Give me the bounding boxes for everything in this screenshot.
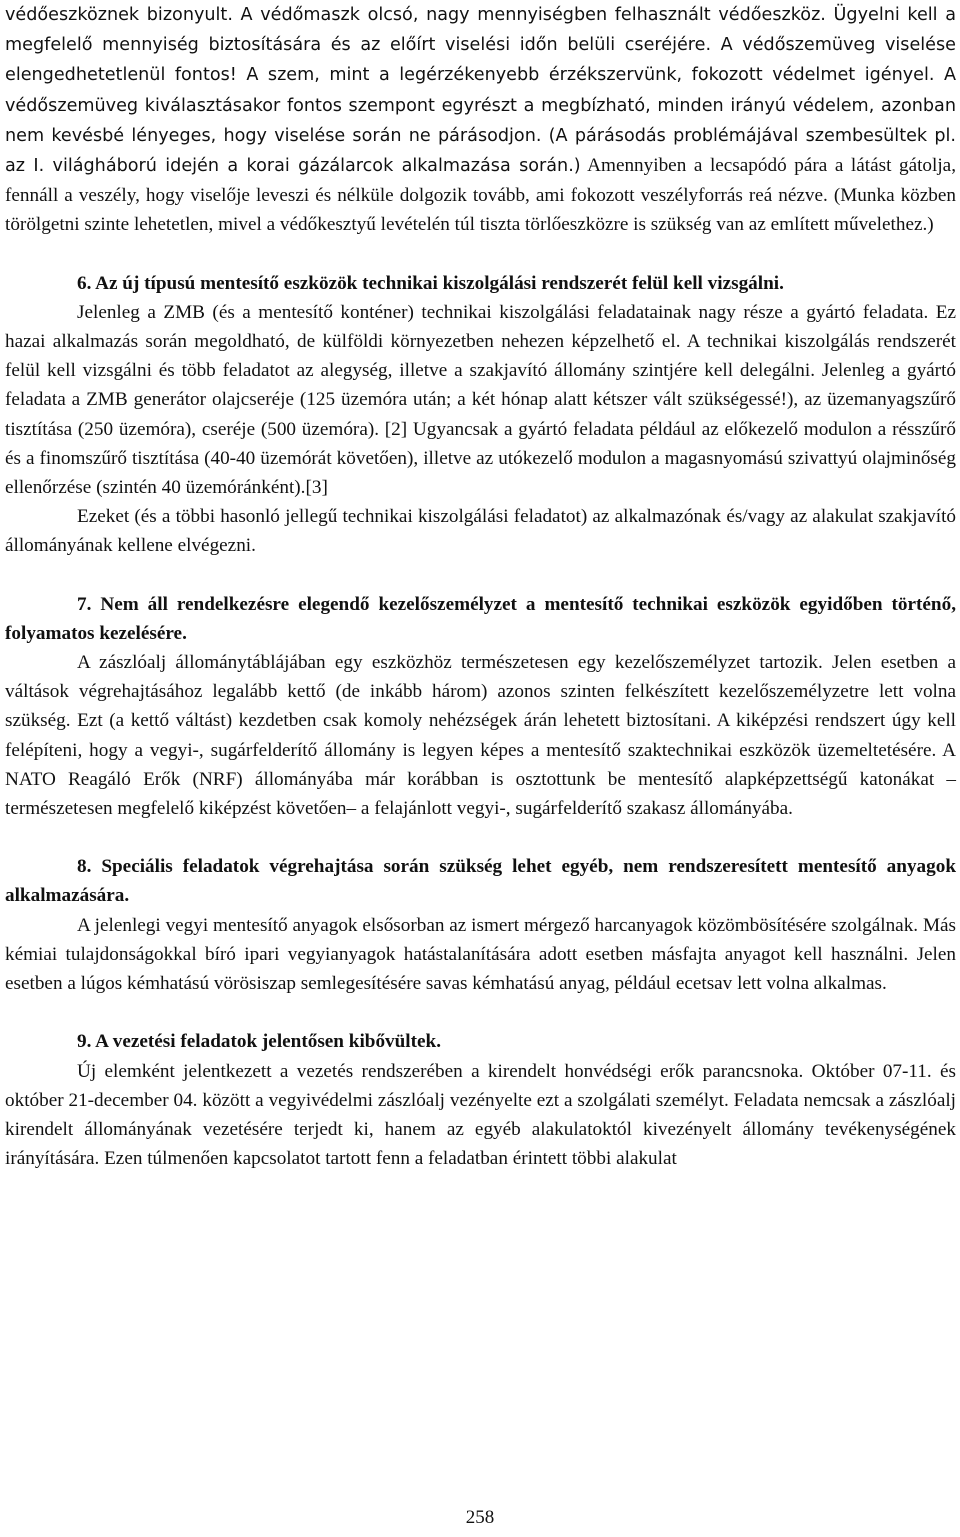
intro-paragraph-serif-part: Amennyiben a lecsapódó pára a látást gátolja, fennáll a veszély, hogy viselője leveszi és nélküle dolgozik tovább, ami fokozott veszélyforrás reá nézve. (Munka közben törölgetni szinte lehetetlen, mivel a védőkesztyű levételén túl tiszta törlőeszközre is szükség van az említett művelethez.)	[5, 155, 956, 236]
document-page	[5, 0, 956, 1173]
section-6-paragraph-2: Ezeket (és a többi hasonló jellegű technikai kiszolgálási feladatot) az alkalmazónak és/vagy az alakulat szakjavító állományának kellene elvégezni.	[5, 506, 956, 557]
section-9-heading: 9. A vezetési feladatok jelentősen kibővültek.	[77, 1031, 442, 1053]
spacer	[5, 240, 956, 269]
spacer	[5, 561, 956, 590]
section-7-heading: 7. Nem áll rendelkezésre elegendő kezelőszemélyzet a mentesítő technikai eszközök egyidőben történő, folyamatos kezelésére.	[5, 593, 956, 644]
page-number: 258	[465, 1507, 495, 1528]
intro-paragraph-sans-part: védőeszköznek bizonyult. A védőmaszk olcsó, nagy mennyiségben felhasznált védőeszköz. Ügyelni kell a megfelelő mennyiség biztosítására és az előírt viselési időn belüli cseréjére. A védőszemüveg viselése elengedhetetlenül fontos! A szem, mint a legérzékenyebb érzékszervünk, fokozott védelmet igényel. A védőszemüveg kiválasztásakor fontos szempont egyrészt a megbízható, minden irányú védelem, azonban nem kevésbé lényeges, hogy viselése során ne párásodjon. (A párásodás problémájával szembesültek pl. az I. világháború idején a korai gázálarcok alkalmazása során.)	[5, 5, 956, 177]
section-6-paragraph-1: Jelenleg a ZMB (és a mentesítő konténer) technikai kiszolgálási feladatainak nagy része a gyártó feladata. Ez hazai alkalmazás során megoldható, de külföldi környezetben nehezen képzelhető el. A technikai kiszolgálás rendszerét felül kell vizsgálni és több feladatot az alegység, illetve a szakjavító állomány szintjére kell delegálni. Jelenleg a gyártó feladata a ZMB generátor olajcseréje (125 üzemóra után; a két hónap alatt kétszer vált szükségessé!), az üzemanyagszűrő tisztítása (250 üzemóra), cseréje (500 üzemóra). [2] Ugyancsak a gyártó feladata például az előkezelő modulon a résszűrő és a finomszűrő tisztítása (40-40 üzemórát követően), illetve az utókezelő modulon a magasnyomású szivattyú olajminőség ellenőrzése (szintén 40 üzemóránként).[3]	[5, 301, 956, 499]
spacer	[5, 823, 956, 852]
section-8-heading: 8. Speciális feladatok végrehajtása során szükség lehet egyéb, nem rendszeresített mentesítő anyagok alkalmazására.	[5, 856, 956, 907]
intro-paragraph	[5, 0, 956, 240]
section-6-heading: 6. Az új típusú mentesítő eszközök technikai kiszolgálási rendszerét felül kell vizsgálni.	[77, 272, 784, 294]
section-7-paragraph-1: A zászlóalj állománytáblájában egy eszközhöz természetesen egy kezelőszemélyzet tartozik. Jelen esetben a váltások végrehajtásához legalább kettő (de inkább három) azonos szinten felkészített kezelőszemélyzetre lett volna szükség. Ezt (a kettő váltást) kezdetben csak komoly nehézségek árán lehetett biztosítani. A kiképzési rendszert úgy kell felépíteni, hogy a vegyi-, sugárfelderítő állomány is legyen képes a mentesítő szaktechnikai eszközök üzemeltetésére. A NATO Reagáló Erők (NRF) állományába már korábban is osztottunk be mentesítő alapképzettségű katonákat –természetesen megfelelő kiképzést követően– a felajánlott vegyi-, sugárfelderítő szakasz állományába.	[5, 652, 956, 820]
spacer	[5, 998, 956, 1027]
section-8-paragraph-1: A jelenlegi vegyi mentesítő anyagok elsősorban az ismert mérgező harcanyagok közömbösítésére szolgálnak. Más kémiai tulajdonságokkal bíró ipari vegyianyagok hatástalanítására adott esetben másfajta anyagot kell használni. Jelen esetben a lúgos kémhatású vörösiszap semlegesítésére savas kémhatású anyag, például ecetsav lett volna alkalmas.	[5, 914, 956, 995]
section-9-paragraph-1: Új elemként jelentkezett a vezetés rendszerében a kirendelt honvédségi erők parancsnoka. Október 07-11. és október 21-december 04. között a vegyivédelmi zászlóalj vezényelte ezt a szolgálati személyt. Feladata nemcsak a zászlóalj kirendelt állományának vezetésére terjedt ki, hanem az egyéb alakulatoktól kivezényelt állomány tevékenységének irányítására. Ezen túlmenően kapcsolatot tartott fenn a feladatban érintett többi alakulat	[5, 1060, 956, 1170]
